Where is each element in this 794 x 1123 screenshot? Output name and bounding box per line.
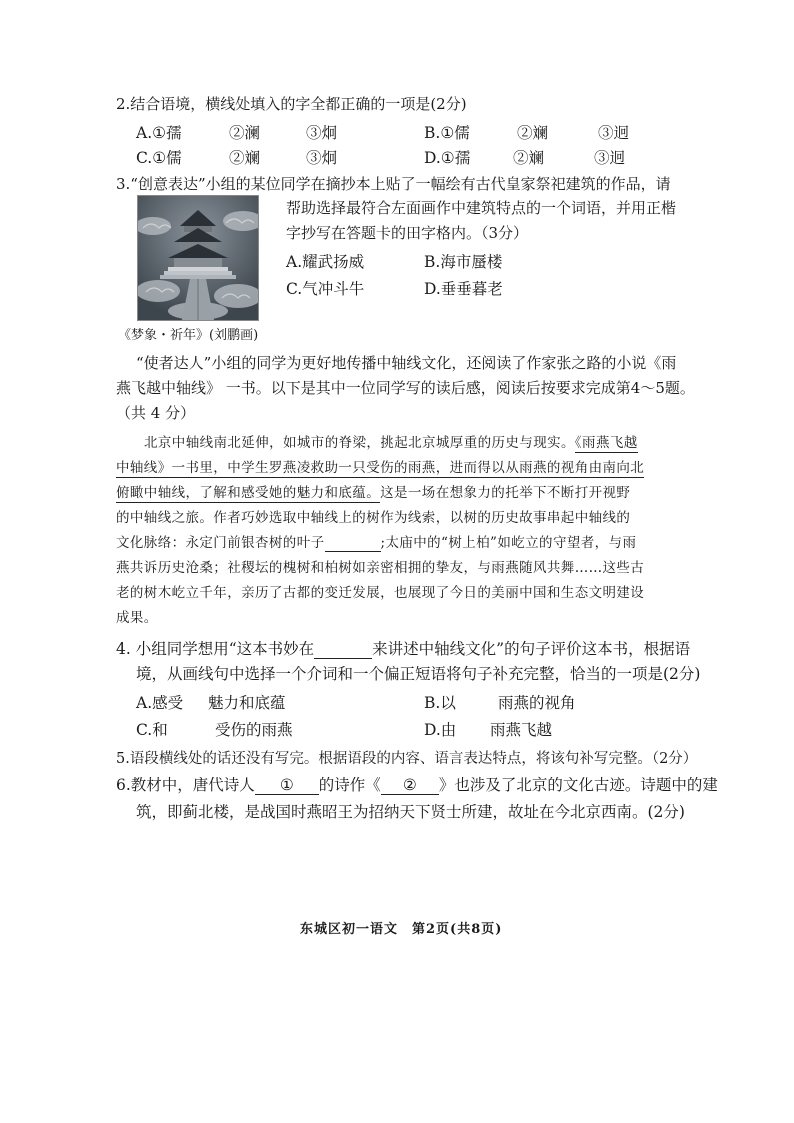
q4-option-a[interactable]: A.感受 bbox=[136, 694, 184, 712]
q6-blank-2[interactable]: ② bbox=[381, 776, 439, 795]
q2-option-c-3: ③炯 bbox=[306, 149, 338, 167]
passage-line8: 成果。 bbox=[116, 610, 158, 626]
passage-text: ;太庙中的“树上柏”如屹立的守望者，与雨 bbox=[380, 535, 637, 551]
q4-stem-line2: 境，从画线句中选择一个介词和一个偏正短语将句子补充完整，恰当的一项是(2分) bbox=[136, 665, 701, 683]
q2-option-d-2: ②斓 bbox=[513, 149, 545, 167]
q4-blank[interactable] bbox=[314, 640, 372, 659]
q2-option-c-2: ②斓 bbox=[229, 149, 261, 167]
q6-text: 6.教材中，唐代诗人 bbox=[116, 776, 255, 794]
passage-blank[interactable] bbox=[325, 535, 381, 552]
passage-line5 bbox=[116, 531, 636, 552]
q6-text: 》也涉及了北京的文化古迹。诗题中的建 bbox=[438, 776, 718, 794]
passage-text: 北京中轴线南北延伸，如城市的脊梁，挑起北京城厚重的历史与现实。 bbox=[144, 435, 575, 451]
q6-line2: 筑，即蓟北楼，是战国时燕昭王为招纳天下贤士所建，故址在今北京西南。(2分) bbox=[136, 803, 685, 821]
painting-image bbox=[137, 195, 259, 321]
q3-stem-line1: 3.“创意表达”小组的某位同学在摘抄本上贴了一幅绘有古代皇家祭祀建筑的作品，请 bbox=[116, 175, 671, 193]
passage-text: 文化脉络：永定门前银杏树的叶子 bbox=[116, 535, 325, 551]
q4-option-d[interactable]: D.由 bbox=[424, 721, 457, 739]
intro-line2: 燕飞越中轴线》 一书。以下是其中一位同学写的读后感，阅读后按要求完成第4～5题。 bbox=[116, 379, 695, 397]
passage-text: 这是一场在想象力的托举下不断打开视野 bbox=[380, 485, 631, 501]
q4-option-b[interactable]: B.以 bbox=[424, 694, 456, 712]
q2-option-d[interactable]: D.①孺 bbox=[424, 149, 471, 167]
q4-stem-line1 bbox=[116, 637, 690, 659]
q2-stem: 2.结合语境，横线处填入的字全都正确的一项是(2分) bbox=[116, 95, 467, 113]
underlined-sentence: 《雨燕飞越 bbox=[574, 435, 638, 451]
q2-option-a[interactable]: A.①孺 bbox=[136, 124, 182, 142]
q2-option-b-2: ②斓 bbox=[517, 124, 549, 142]
passage-line6: 燕共诉历史沧桑；社稷坛的槐树和柏树如亲密相拥的挚友，与雨燕随风共舞……这些古 bbox=[116, 560, 645, 576]
q3-option-d[interactable]: D.垂垂暮老 bbox=[424, 280, 503, 298]
q6-text: 的诗作《 bbox=[318, 776, 381, 794]
q2-option-b-3: ③迥 bbox=[598, 124, 630, 142]
q3-option-c[interactable]: C.气冲斗牛 bbox=[286, 280, 365, 298]
q2-option-c[interactable]: C.①儒 bbox=[136, 149, 182, 167]
underlined-sentence: 俯瞰中轴线，了解和感受她的魅力和底蕴。 bbox=[116, 485, 381, 501]
q4-option-c-text: 受伤的雨燕 bbox=[215, 721, 293, 739]
passage-line1 bbox=[144, 431, 638, 451]
q3-stem-line3: 字抄写在答题卡的田字格内。（3分） bbox=[286, 224, 529, 242]
intro-line1: “使者达人”小组的同学为更好地传播中轴线文化，还阅读了作家张之路的小说《雨 bbox=[136, 354, 677, 372]
passage-line2 bbox=[116, 456, 644, 476]
q6-blank-1[interactable]: ① bbox=[255, 776, 319, 795]
q3-option-a[interactable]: A.耀武扬威 bbox=[286, 253, 365, 271]
q5-stem: 5.语段横线处的话还没有写完。根据语段的内容、语言表达特点，将该句补写完整。（2分） bbox=[116, 751, 698, 767]
passage-line7: 老的树木屹立千年，亲历了古都的变迁发展，也展现了今日的美丽中国和生态文明建设 bbox=[116, 585, 645, 601]
q4-option-d-text: 雨燕飞越 bbox=[490, 721, 553, 739]
passage-line3 bbox=[116, 481, 630, 501]
q4-option-c[interactable]: C.和 bbox=[136, 721, 168, 739]
underlined-sentence: 中轴线》一书里，中学生罗燕凌救助一只受伤的雨燕，进而得以从雨燕的视角由南向北 bbox=[116, 460, 645, 476]
intro-line3: （共 4 分） bbox=[116, 404, 196, 422]
q6-line1 bbox=[116, 773, 718, 795]
q2-option-b[interactable]: B.①儒 bbox=[424, 124, 470, 142]
q4-stem-text: 4. 小组同学想用“这本书妙在 bbox=[116, 640, 315, 658]
q4-option-a-text: 魅力和底蕴 bbox=[208, 694, 286, 712]
page-footer: 东城区初一语文 第2页(共8页) bbox=[300, 922, 503, 937]
q2-option-d-3: ③迥 bbox=[594, 149, 626, 167]
q4-option-b-text: 雨燕的视角 bbox=[498, 694, 576, 712]
q2-option-a-3: ③炯 bbox=[306, 124, 338, 142]
q4-stem-text: 来讲述中轴线文化”的句子评价这本书，根据语 bbox=[372, 640, 691, 658]
q2-option-a-2: ②澜 bbox=[229, 124, 261, 142]
painting-caption: 《梦象・祈年》(刘鹏画) bbox=[118, 328, 259, 343]
q3-stem-line2: 帮助选择最符合左面画作中建筑特点的一个词语，并用正楷 bbox=[286, 199, 677, 217]
passage-line4: 的中轴线之旅。作者巧妙选取中轴线上的树作为线索，以树的历史故事串起中轴线的 bbox=[116, 510, 631, 526]
q3-option-b[interactable]: B.海市蜃楼 bbox=[424, 253, 503, 271]
